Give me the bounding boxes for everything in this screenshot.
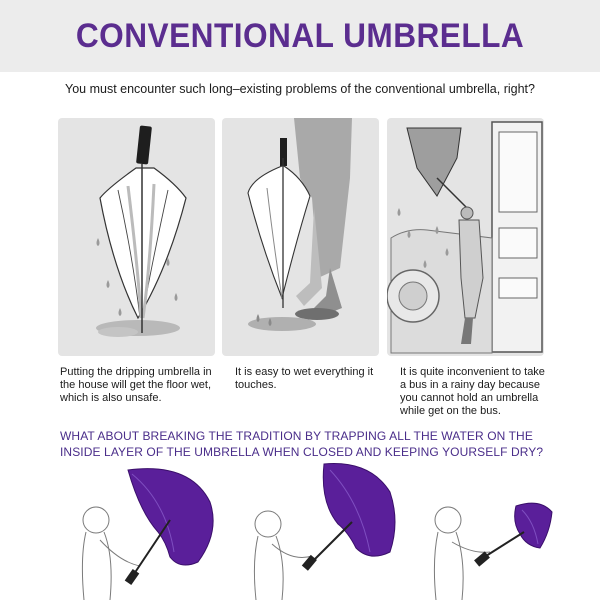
- problem-illustration-bus: [387, 118, 544, 356]
- inverted-umbrella-step-1: [70, 462, 230, 600]
- person-folding-umbrella-sketch: [240, 462, 410, 600]
- inverted-umbrella-step-2: [240, 462, 410, 600]
- problem-caption-bus: It is quite inconvenient to take a bus in a rainy day because you cannot hold an umbrella while get on the bus.: [400, 366, 545, 417]
- problem-caption-wet-touch: It is easy to wet everything it touches.: [235, 366, 374, 391]
- person-closing-umbrella-sketch: [70, 462, 230, 600]
- dripping-umbrella-sketch: [58, 118, 215, 356]
- inverted-umbrella-step-3: [420, 462, 580, 600]
- problem-illustration-dripping: [58, 118, 215, 356]
- problem-illustration-wet-touch: [222, 118, 379, 356]
- page-title: CONVENTIONAL UMBRELLA: [75, 16, 525, 55]
- wet-umbrella-person-sketch: [222, 118, 379, 356]
- problem-caption-dripping: Putting the dripping umbrella in the house will get the floor wet, which is also unsafe.: [60, 366, 212, 404]
- solution-question: WHAT ABOUT BREAKING THE TRADITION BY TRAPPING ALL THE WATER ON THE INSIDE LAYER OF THE UMBRELLA WHEN CLOSED AND KEEPING YOURSELF DRY?: [60, 429, 544, 459]
- bus-boarding-sketch: [387, 118, 544, 356]
- intro-text: You must encounter such long–existing problems of the conventional umbrella, right?: [65, 82, 535, 96]
- person-holding-closed-umbrella-sketch: [420, 462, 580, 600]
- header-banner: [0, 0, 600, 72]
